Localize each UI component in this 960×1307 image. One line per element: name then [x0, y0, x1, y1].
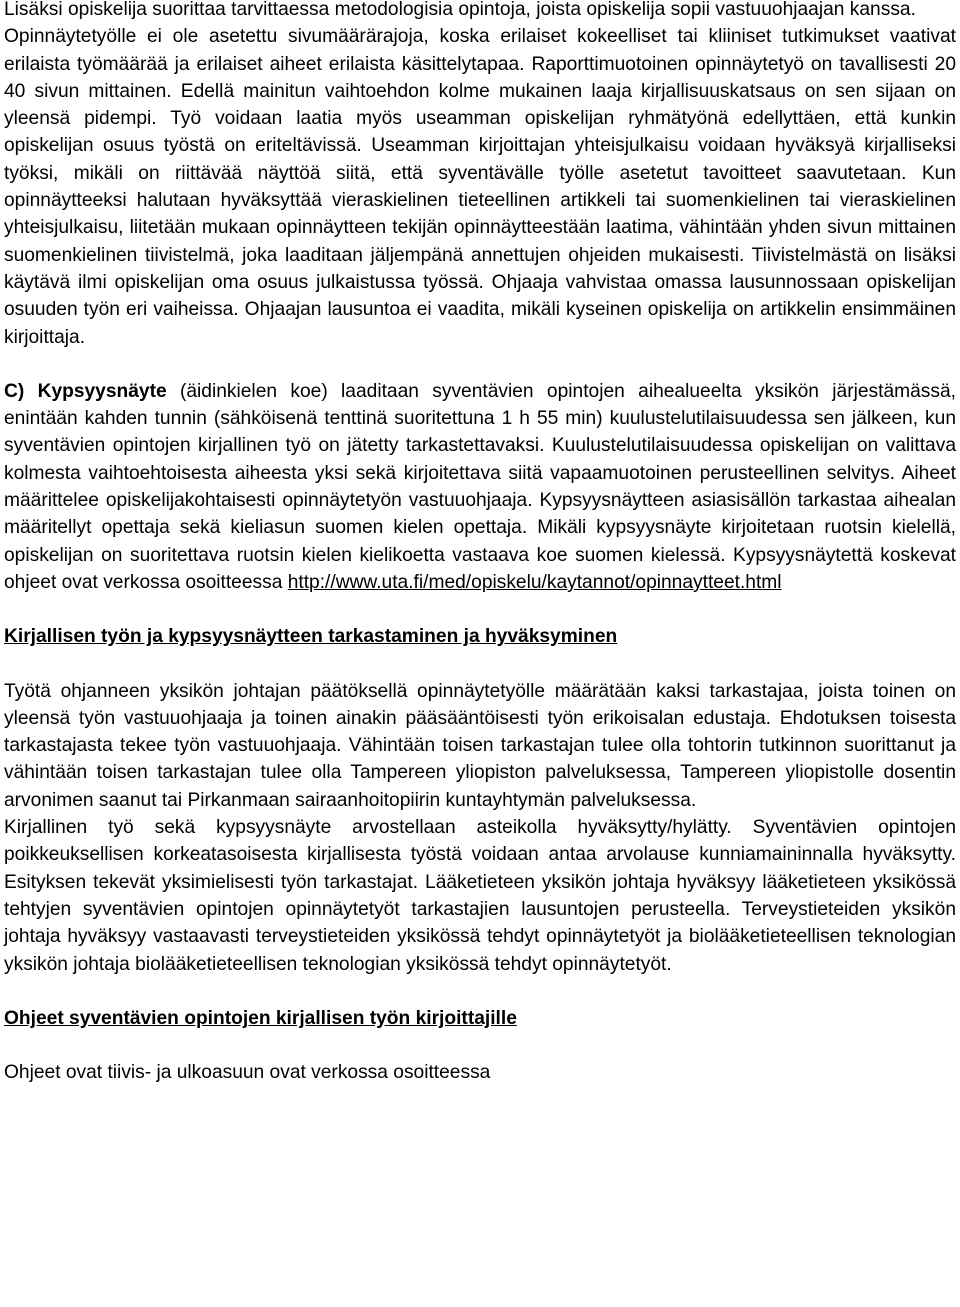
paragraph-maturity-test — [4, 378, 956, 596]
document-page — [4, 0, 956, 1086]
paragraph-gap — [4, 351, 956, 378]
paragraph-gap — [4, 1032, 956, 1059]
paragraph-page-limits: Opinnäytetyölle ei ole asetettu sivumäärärajoja, koska erilaiset kokeelliset tai kliiniset tutkimukset vaativat erilaista työmäärää ja erilaiset aiheet erilaista käsittelytapaa. Raporttimuotoinen opinnäytetyö on tavallisesti 20 40 sivun mittainen. Edellä mainitun vaihtoehdon kolme mukainen laaja kirjallisuuskatsaus on sen sijaan on yleensä pidempi. Työ voidaan laatia myös useamman opiskelijan ryhmätyönä edellyttäen, että kunkin opiskelijan osuus työstä on eriteltävissä. Useamman kirjoittajan yhteisjulkaisu voidaan hyväksyä kirjalliseksi työksi, mikäli on riittävää näyttöä siitä, että syventävälle työlle asetetut tavoitteet saavutetaan. Kun opinnäytteeksi halutaan hyväksyttää vieraskielinen tieteellinen artikkeli tai suomenkielinen tai vieraskielinen yhteisjulkaisu, liitetään mukaan opinnäytteen tekijän opinnäytteestään laatima, vähintään yhden sivun mittainen suomenkielinen tiivistelmä, joka laaditaan jäljempänä annettujen ohjeiden mukaisesti. Tiivistelmästä on lisäksi käytävä ilmi opiskelijan oma osuus julkaistussa työssä. Ohjaaja vahvistaa omassa lausunnossaan opiskelijan osuuden työn eri vaiheissa. Ohjaajan lausuntoa ei vaadita, mikäli kyseinen opiskelija on artikkelin ensimmäinen kirjoittaja. — [4, 26, 956, 348]
paragraph-guidelines-location: Ohjeet ovat tiivis- ja ulkoasuun ovat verkossa osoitteessa — [4, 1062, 491, 1084]
paragraph-gap — [4, 651, 956, 678]
paragraph-grading: Kirjallinen työ sekä kypsyysnäyte arvostellaan asteikolla hyväksytty/hylätty. Syventävien opintojen poikkeuksellisen korkeatasoisesta kirjallisesta työstä voidaan antaa arvolause kunniamaininnalla hyväksytty. Esityksen tekevät yksimielisesti työn tarkastajat. Lääketieteen yksikön johtaja hyväksyy lääketieteen yksikössä tehtyjen syventävien opintojen opinnäytetyöt tarkastajien lausuntojen perusteella. Terveystieteiden yksikön johtaja hyväksyy vastaavasti terveystieteiden yksikössä tehdyt opinnäytetyöt ja biolääketieteellisen teknologian yksikön johtaja biolääketieteellisen teknologian yksikössä tehdyt opinnäytetyöt. — [4, 817, 956, 975]
section-heading-review: Kirjallisen työn ja kypsyysnäytteen tarkastaminen ja hyväksyminen — [4, 626, 618, 648]
paragraph-examiners: Työtä ohjanneen yksikön johtajan päätöksellä opinnäytetyölle määrätään kaksi tarkastajaa, joista toinen on yleensä työn vastuuohjaaja ja toinen ainakin pääsääntöisesti työn erikoisalan edustaja. Ehdotuksen toisesta tarkastajasta tekee työn vastuuohjaaja. Vähintään toisen tarkastajan tulee olla tohtorin tutkinnon suorittanut ja vähintään toisen tarkastajan tulee olla Tampereen yliopiston palveluksessa, Tampereen yliopistolle dosentin arvonimen saanut tai Pirkanmaan sairaanhoitopiirin kuntayhtymän palveluksessa. — [4, 680, 956, 811]
paragraph-gap — [4, 978, 956, 1005]
paragraph-methodology: Lisäksi opiskelija suorittaa tarvittaessa metodologisia opintoja, joista opiskelija sopii vastuuohjaajan kanssa. — [4, 0, 916, 20]
section-heading-writing-guidelines: Ohjeet syventävien opintojen kirjallisen työn kirjoittajille — [4, 1007, 517, 1029]
guidelines-link[interactable]: http://www.uta.fi/med/opiskelu/kaytannot/opinnaytteet.html — [287, 571, 782, 593]
paragraph-gap — [4, 596, 956, 623]
maturity-test-text: (äidinkielen koe) laaditaan syventävien opintojen aihealueelta yksikön järjestämässä, enintään kahden tunnin (sähköisenä tenttinä suoritettuna 1 h 55 min) kuulustelutilaisuudessa sen jälkeen, kun syventävien opintojen kirjallinen työ on jätetty tarkastettavaksi. Kuulustelutilaisuudessa opiskelijan on valittava kolmesta vaihtoehtoisesta aiheesta yksi sekä kirjoitettava siitä vapaamuotoinen perusteellinen selvitys. Aiheet määrittelee opiskelijakohtaisesti opinnäytetyön vastuuohjaaja. Kypsyysnäytteen asiasisällön tarkastaa aihealan määritellyt opettaja sekä kieliasun suomen kielen opettaja. Mikäli kypsyysnäyte kirjoitetaan ruotsin kielellä, opiskelijan on suoritettava ruotsin kielen kielikoetta vastaava koe suomen kielessä. Kypsyysnäytettä koskevat ohjeet ovat verkossa osoitteessa — [4, 380, 956, 593]
maturity-test-label: C) Kypsyysnäyte — [4, 380, 167, 402]
